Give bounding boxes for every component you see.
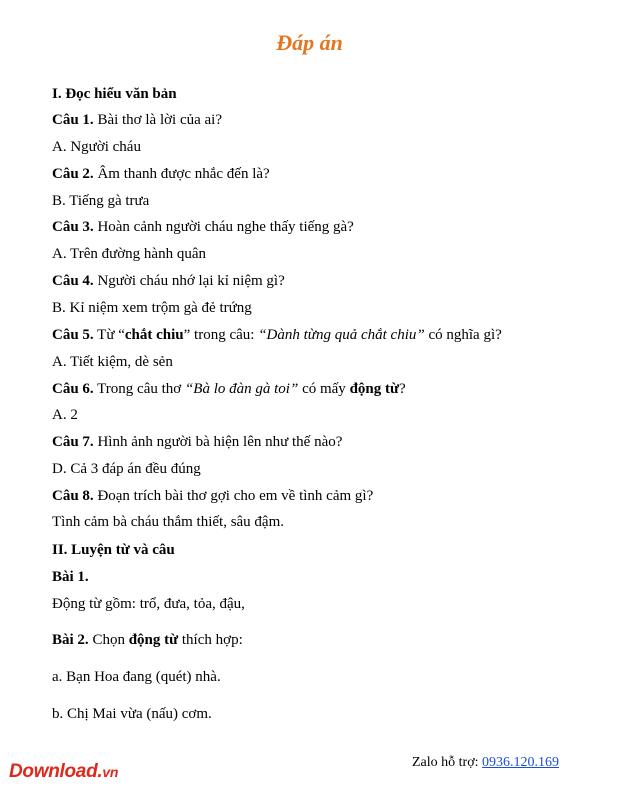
text-run: I. Đọc hiểu văn bản: [52, 86, 177, 102]
text-line: [52, 218, 354, 236]
text-run: ” trong câu:: [183, 327, 259, 343]
text-run: Câu 4.: [52, 273, 94, 289]
text-run: II. Luyện từ và câu: [52, 542, 175, 558]
text-line: [52, 245, 206, 263]
text-run: Câu 3.: [52, 219, 94, 235]
text-line: [52, 165, 270, 183]
text-run: thích hợp:: [178, 632, 243, 648]
text-line: [52, 299, 252, 317]
text-line: [52, 668, 221, 686]
text-run: Câu 2.: [52, 166, 94, 182]
text-run: Hình ảnh người bà hiện lên như thế nào?: [93, 434, 343, 450]
text-run: Người cháu nhớ lại kỉ niệm gì?: [93, 273, 285, 289]
text-run: A. Trên đường hành quân: [52, 246, 206, 262]
text-run: Bài 1.: [52, 569, 89, 585]
text-line: [52, 513, 284, 531]
text-line: [52, 487, 373, 505]
text-run: Trong câu thơ: [93, 381, 185, 397]
text-line: [52, 326, 502, 344]
text-run: Đoạn trích bài thơ gợi cho em về tình cảm gì?: [93, 488, 374, 504]
text-line: [52, 433, 342, 451]
text-run: Âm thanh được nhắc đến là?: [93, 166, 270, 182]
page-title: Đáp án: [276, 30, 343, 55]
text-line: [52, 111, 222, 129]
text-line: [52, 406, 78, 424]
text-run: Câu 7.: [52, 434, 94, 450]
text-line: [52, 705, 212, 723]
logo-tld: vn: [102, 764, 119, 780]
text-run: B. Tiếng gà trưa: [52, 193, 150, 209]
text-line: [52, 595, 245, 613]
text-run: Bài thơ là lời của ai?: [93, 112, 223, 128]
text-line: [52, 380, 406, 398]
download-logo[interactable]: [9, 761, 118, 783]
text-run: A. 2: [52, 407, 78, 423]
text-run: Hoàn cảnh người cháu nghe thấy tiếng gà?: [93, 219, 354, 235]
text-run: Tình cảm bà cháu thắm thiết, sâu đậm.: [52, 514, 285, 530]
text-line: [52, 85, 177, 103]
text-run: chắt chiu: [124, 327, 184, 343]
text-run: b. Chị Mai vừa (nấu) cơm.: [52, 706, 212, 722]
text-line: [52, 272, 285, 290]
text-run: A. Tiết kiệm, dè sẻn: [52, 354, 173, 370]
text-run: có mấy: [298, 381, 350, 397]
logo-dot: .: [97, 761, 103, 782]
text-run: D. Cả 3 đáp án đều đúng: [52, 461, 201, 477]
logo-text: Download: [9, 761, 98, 782]
text-run: Động từ gồm: trổ, đưa, tỏa, đậu,: [52, 596, 245, 612]
text-run: Câu 1.: [52, 112, 94, 128]
text-run: Câu 5.: [52, 327, 94, 343]
text-run: Câu 6.: [52, 381, 94, 397]
text-line: [52, 192, 149, 210]
text-line: [52, 460, 201, 478]
text-run: Chọn: [88, 632, 129, 648]
text-line: [52, 568, 89, 586]
text-line: [52, 353, 173, 371]
text-run: động từ: [349, 381, 399, 397]
zalo-support: [412, 755, 559, 771]
zalo-phone-link[interactable]: 0936.120.169: [482, 755, 559, 770]
text-line: [52, 138, 141, 156]
text-run: động từ: [128, 632, 179, 648]
text-run: B. Kỉ niệm xem trộm gà đẻ trứng: [52, 300, 252, 316]
text-run: Câu 8.: [52, 488, 94, 504]
text-line: [52, 631, 243, 649]
zalo-label: Zalo hỗ trợ:: [412, 755, 482, 770]
text-line: [52, 541, 175, 559]
text-run: A. Người cháu: [52, 139, 141, 155]
text-run: Từ “: [93, 327, 125, 343]
text-run: “Dành từng quả chắt chiu”: [258, 327, 425, 343]
text-run: “Bà lo đàn gà toi”: [184, 381, 299, 397]
text-run: a. Bạn Hoa đang (quét) nhà.: [52, 669, 221, 685]
text-run: ?: [399, 381, 406, 397]
text-run: có nghĩa gì?: [424, 327, 502, 343]
text-run: Bài 2.: [52, 632, 89, 648]
